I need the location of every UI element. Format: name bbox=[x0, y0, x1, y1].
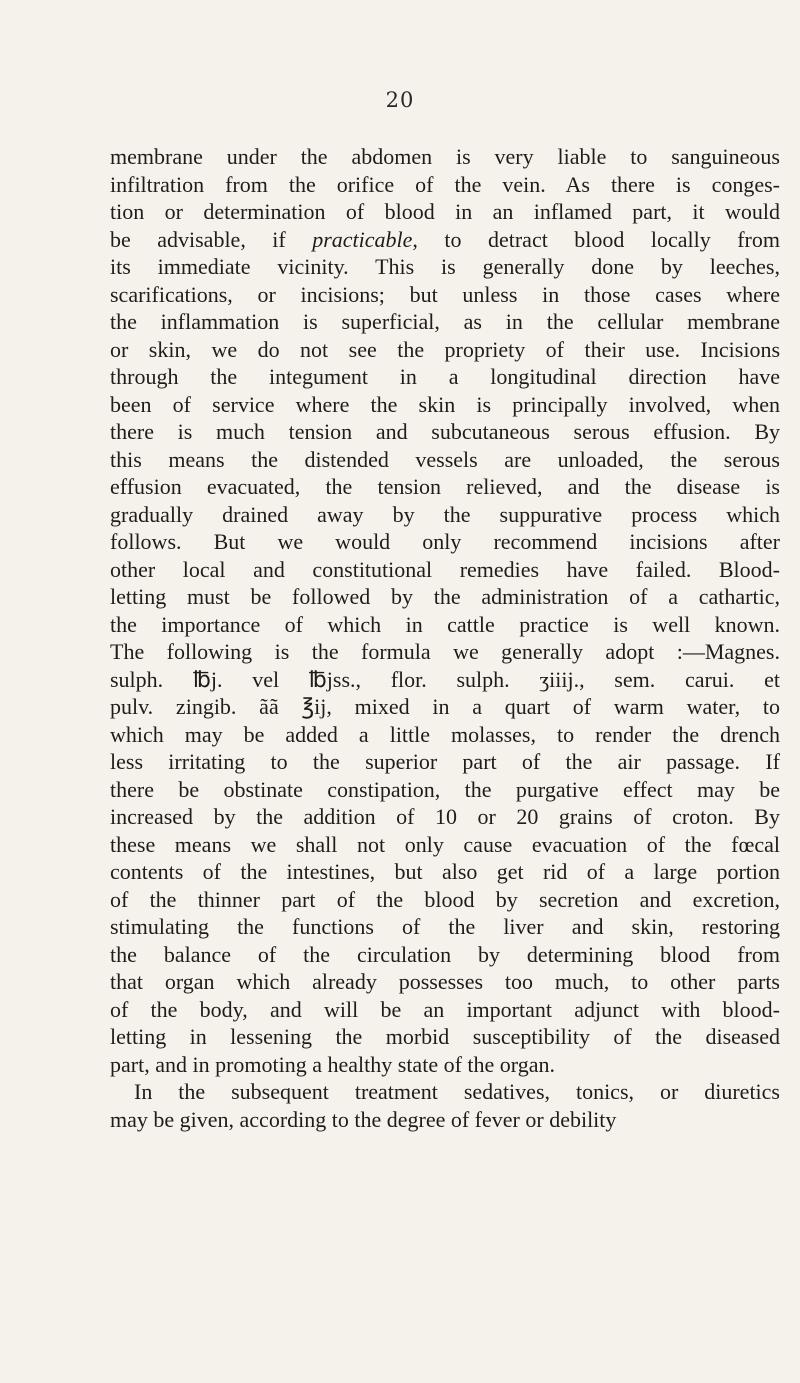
page-number: 20 bbox=[385, 88, 415, 112]
text-line: which may be added a little molasses, to render the drench bbox=[110, 721, 780, 747]
text-line: there be obstinate constipation, the purgative effect may be bbox=[110, 776, 780, 802]
text-line: this means the distended vessels are unloaded, the serous bbox=[110, 446, 780, 472]
text-line: the importance of which in cattle practice is well known. bbox=[110, 611, 780, 637]
text-line: its immediate vicinity. This is generally done by leeches, bbox=[110, 254, 780, 279]
text-line: be advisable, if practicable, to detract blood locally from bbox=[110, 226, 780, 252]
text-line: the inflammation is superficial, as in the cellular membrane bbox=[110, 309, 780, 334]
text-line: sulph. ℔j. vel ℔jss., flor. sulph. ʒiiij., sem. carui. et bbox=[110, 666, 780, 692]
text-line: through the integument in a longitudinal direction have bbox=[110, 364, 780, 389]
text-line: been of service where the skin is principally involved, when bbox=[110, 391, 780, 417]
text-line: these means we shall not only cause evacuation of the fœcal bbox=[110, 831, 780, 857]
text-line: may be given, according to the degree of fever or debility bbox=[110, 1106, 617, 1132]
text-line: stimulating the functions of the liver and skin, restoring bbox=[110, 914, 780, 939]
text-line: or skin, we do not see the propriety of their use. Incisions bbox=[110, 336, 780, 362]
text-line: letting must be followed by the administration of a cathartic, bbox=[110, 584, 780, 609]
emphasis: practicable bbox=[312, 226, 413, 252]
text-line: effusion evacuated, the tension relieved, and the disease is bbox=[110, 474, 780, 499]
text-line: tion or determination of blood in an inflamed part, it would bbox=[110, 199, 780, 224]
text-line: of the thinner part of the blood by secretion and excretion, bbox=[110, 886, 780, 912]
text-line: letting in lessening the morbid susceptibility of the diseased bbox=[110, 1024, 780, 1049]
text-line: pulv. zingib. ãã ℥ij, mixed in a quart of warm water, to bbox=[110, 694, 780, 719]
text-line: there is much tension and subcutaneous serous effusion. By bbox=[110, 419, 780, 444]
text-line: infiltration from the orifice of the vein. As there is conges- bbox=[110, 171, 780, 197]
text-line: the balance of the circulation by determining blood from bbox=[110, 941, 780, 967]
text-line: part, and in promoting a healthy state of the organ. bbox=[110, 1051, 555, 1077]
text-line: follows. But we would only recommend incisions after bbox=[110, 529, 780, 554]
body-text bbox=[110, 143, 780, 1133]
text-line: In the subsequent treatment sedatives, tonics, or diuretics bbox=[134, 1079, 780, 1104]
text-line: that organ which already possesses too much, to other parts bbox=[110, 969, 780, 994]
text-line: of the body, and will be an important adjunct with blood- bbox=[110, 996, 780, 1022]
text-line: scarifications, or incisions; but unless in those cases where bbox=[110, 281, 780, 307]
text-line: increased by the addition of 10 or 20 grains of croton. By bbox=[110, 804, 780, 829]
text-line: gradually drained away by the suppurative process which bbox=[110, 501, 780, 527]
text-line: The following is the formula we generally adopt :—Magnes. bbox=[110, 639, 780, 664]
text-line: membrane under the abdomen is very liable to sanguineous bbox=[110, 144, 780, 169]
text-line: less irritating to the superior part of the air passage. If bbox=[110, 749, 780, 774]
text-line: other local and constitutional remedies have failed. Blood- bbox=[110, 556, 780, 582]
text-line: contents of the intestines, but also get rid of a large portion bbox=[110, 859, 780, 884]
